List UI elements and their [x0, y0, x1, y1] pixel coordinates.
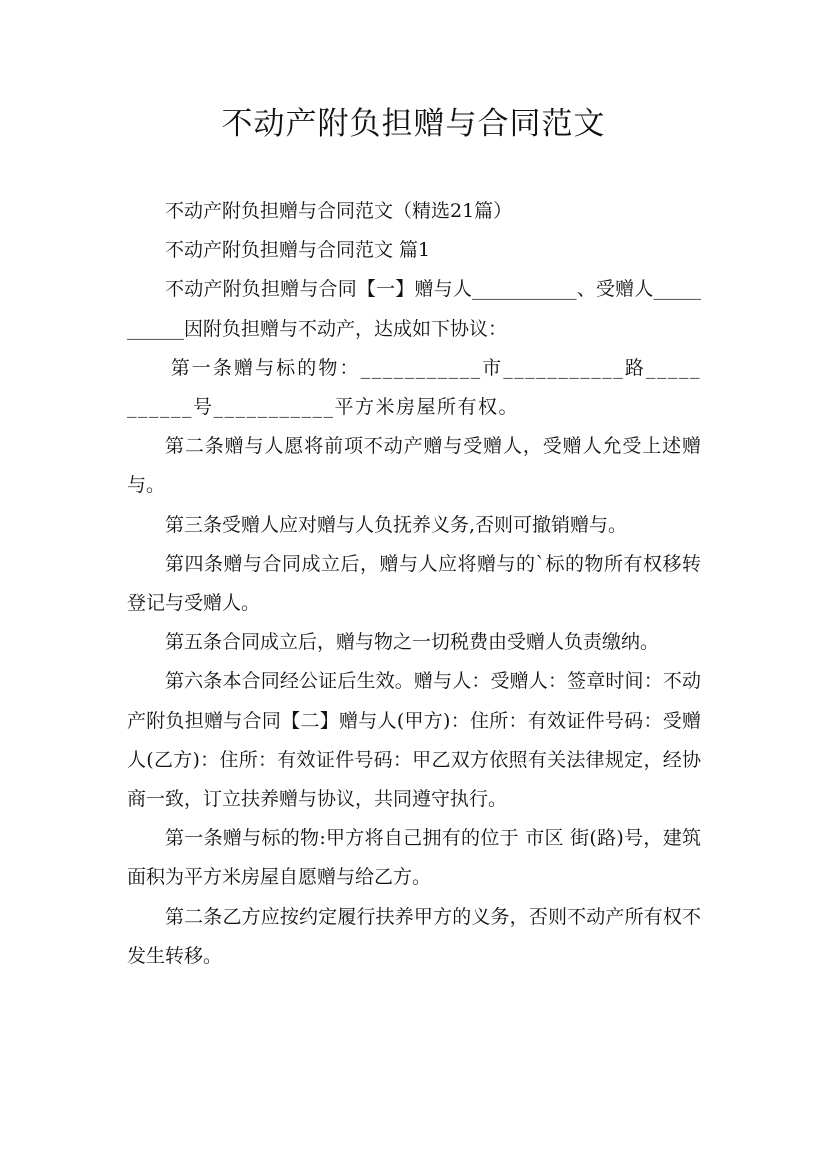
paragraph-article-2: 第二条赠与人愿将前项不动产赠与受赠人，受赠人允受上述赠与。	[127, 435, 701, 497]
document-title: 不动产附负担赠与合同范文	[221, 106, 606, 142]
paragraph-article-4: 第四条赠与合同成立后，赠与人应将赠与的`标的物所有权移转登记与受赠人。	[127, 552, 701, 615]
paragraph-section-heading: 不动产附负担赠与合同范文 篇1	[165, 239, 431, 262]
paragraph-article-1: 第一条赠与标的物：___________市___________路___________号___________平方米房屋所有权。	[127, 356, 701, 419]
paragraph-contract2-article-2: 第二条乙方应按约定履行扶养甲方的义务，否则不动产所有权不发生转移。	[127, 905, 701, 967]
paragraph-article-3: 第三条受赠人应对赠与人负抚养义务,否则可撤销赠与。	[165, 513, 628, 536]
document-body	[127, 192, 701, 976]
paragraph-subtitle: 不动产附负担赠与合同范文（精选21篇）	[165, 200, 513, 222]
paragraph-article-5: 第五条合同成立后，赠与物之一切税费由受赠人负责缴纳。	[165, 631, 660, 654]
paragraph-contract2-article-1: 第一条赠与标的物:甲方将自己拥有的位于 市区 街(路)号，建筑面积为平方米房屋自愿赠与给乙方。	[127, 827, 701, 889]
paragraph-article-6: 第六条本合同经公证后生效。赠与人：受赠人：签章时间：不动产附负担赠与合同【二】赠与人(甲方)：住所：有效证件号码：受赠人(乙方)：住所：有效证件号码：甲乙双方依照有关法律规定，经协商一致，订立扶养赠与协议，共同遵守执行。	[127, 670, 701, 811]
paragraph-contract-intro: 不动产附负担赠与合同【一】赠与人___________、受赠人___________因附负担赠与不动产，达成如下协议：	[127, 278, 701, 340]
